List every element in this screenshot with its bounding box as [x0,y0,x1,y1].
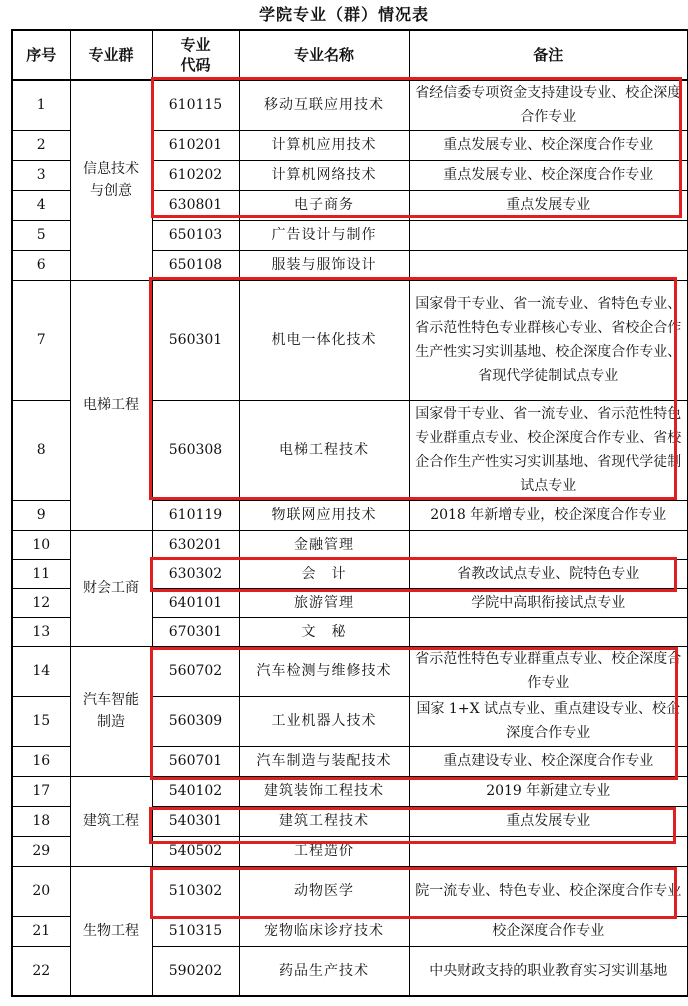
row-note: 重点发展专业、校企深度合作专业 [409,130,688,160]
row-seq: 17 [12,776,70,806]
header-seq: 序号 [12,30,70,80]
row-name: 药品生产技术 [239,946,409,996]
row-name: 汽车制造与装配技术 [239,746,409,776]
row-code: 610201 [152,130,239,160]
row-code: 510302 [152,866,239,916]
group-label-line1: 建筑工程 [83,813,139,829]
row-note: 校企深度合作专业 [409,916,688,946]
group-cell [70,80,152,280]
row-code: 560308 [152,400,239,500]
row-seq: 10 [12,530,70,559]
row-code: 610202 [152,160,239,190]
row-note: 国家骨干专业、省一流专业、省特色专业、省示范性特色专业群核心专业、省校企合作生产性实习实训基地、校企深度合作专业、省现代学徒制试点专业 [409,280,688,400]
group-cell [70,646,152,776]
group-cell [70,530,152,646]
row-seq: 7 [12,280,70,400]
row-seq: 29 [12,836,70,866]
group-label-line1: 汽车智能 [83,692,139,708]
row-note: 中央财政支持的职业教育实习实训基地 [409,946,688,996]
table-row [12,80,688,130]
group-cell [70,776,152,866]
row-name: 机电一体化技术 [239,280,409,400]
row-code: 610115 [152,80,239,130]
row-note: 省教改试点专业、院特色专业 [409,559,688,588]
row-code: 670301 [152,617,239,646]
row-name: 计算机应用技术 [239,130,409,160]
row-code: 590202 [152,946,239,996]
row-code: 560309 [152,696,239,746]
group-label-line1: 生物工程 [83,922,139,939]
row-seq: 16 [12,746,70,776]
row-note [409,617,688,646]
row-name: 服装与服饰设计 [239,250,409,280]
row-name: 电梯工程技术 [239,400,409,500]
group-label-line1: 信息技术 [83,161,139,178]
header-row [12,30,688,80]
row-name: 移动互联应用技术 [239,80,409,130]
row-seq: 8 [12,400,70,500]
row-seq: 11 [12,559,70,588]
table-row [12,530,688,559]
row-name: 建筑工程技术 [239,806,409,836]
majors-table [11,29,688,997]
row-name: 文 秘 [239,617,409,646]
table-title: 学院专业（群）情况表 [258,5,429,24]
table-row [12,776,688,806]
row-note [409,836,688,866]
group-label-line2: 与创意 [90,183,132,200]
table-row [12,646,688,696]
row-note [409,220,688,250]
row-name: 宠物临床诊疗技术 [239,916,409,946]
row-note: 学院中高职衔接试点专业 [409,588,688,617]
row-name: 工业机器人技术 [239,696,409,746]
row-code: 560701 [152,746,239,776]
row-note: 重点发展专业 [409,190,688,220]
row-code: 510315 [152,916,239,946]
row-code: 630201 [152,530,239,559]
header-code [152,30,239,80]
row-name: 计算机网络技术 [239,160,409,190]
header-note: 备注 [409,30,688,80]
table-row [12,866,688,916]
row-seq: 4 [12,190,70,220]
row-seq: 6 [12,250,70,280]
group-label-line1: 财会工商 [83,580,139,596]
row-seq: 2 [12,130,70,160]
row-code: 650108 [152,250,239,280]
row-code: 630302 [152,559,239,588]
row-note [409,250,688,280]
row-name: 汽车检测与维修技术 [239,646,409,696]
row-name: 建筑装饰工程技术 [239,776,409,806]
row-note: 2019 年新建立专业 [409,776,688,806]
header-group: 专业群 [70,30,152,80]
row-code: 640101 [152,588,239,617]
group-label-line2: 制造 [97,714,125,730]
row-seq: 20 [12,866,70,916]
row-code: 630801 [152,190,239,220]
row-name: 动物医学 [239,866,409,916]
row-name: 旅游管理 [239,588,409,617]
row-note: 院一流专业、特色专业、校企深度合作专业 [409,866,688,916]
row-seq: 22 [12,946,70,996]
row-code: 650103 [152,220,239,250]
row-note: 省经信委专项资金支持建设专业、校企深度合作专业 [409,80,688,130]
row-code: 610119 [152,500,239,530]
row-code: 540301 [152,806,239,836]
header-code-line2: 代码 [180,56,211,74]
header-code-line1: 专业 [180,36,211,54]
row-name: 物联网应用技术 [239,500,409,530]
group-cell [70,280,152,530]
row-note: 国家 1+X 试点专业、重点建设专业、校企深度合作专业 [409,696,688,746]
group-cell [70,866,152,996]
row-name: 电子商务 [239,190,409,220]
row-code: 540102 [152,776,239,806]
row-seq: 5 [12,220,70,250]
row-note: 重点发展专业 [409,806,688,836]
row-code: 540502 [152,836,239,866]
row-seq: 15 [12,696,70,746]
row-name: 金融管理 [239,530,409,559]
row-note: 重点建设专业、校企深度合作专业 [409,746,688,776]
row-code: 560702 [152,646,239,696]
table-row [12,280,688,400]
row-name: 会 计 [239,559,409,588]
row-note: 国家骨干专业、省一流专业、省示范性特色专业群重点专业、校企深度合作专业、省校企合作生产性实习实训基地、省现代学徒制试点专业 [409,400,688,500]
row-name: 广告设计与制作 [239,220,409,250]
row-seq: 9 [12,500,70,530]
row-note: 2018 年新增专业，校企深度合作专业 [409,500,688,530]
row-seq: 13 [12,617,70,646]
header-name: 专业名称 [239,30,409,80]
row-seq: 1 [12,80,70,130]
row-seq: 14 [12,646,70,696]
row-note [409,530,688,559]
row-seq: 21 [12,916,70,946]
row-note: 重点发展专业、校企深度合作专业 [409,160,688,190]
row-note: 省示范性特色专业群重点专业、校企深度合作专业 [409,646,688,696]
row-code: 560301 [152,280,239,400]
row-name: 工程造价 [239,836,409,866]
row-seq: 18 [12,806,70,836]
row-seq: 3 [12,160,70,190]
group-label-line1: 电梯工程 [83,397,139,413]
row-seq: 12 [12,588,70,617]
